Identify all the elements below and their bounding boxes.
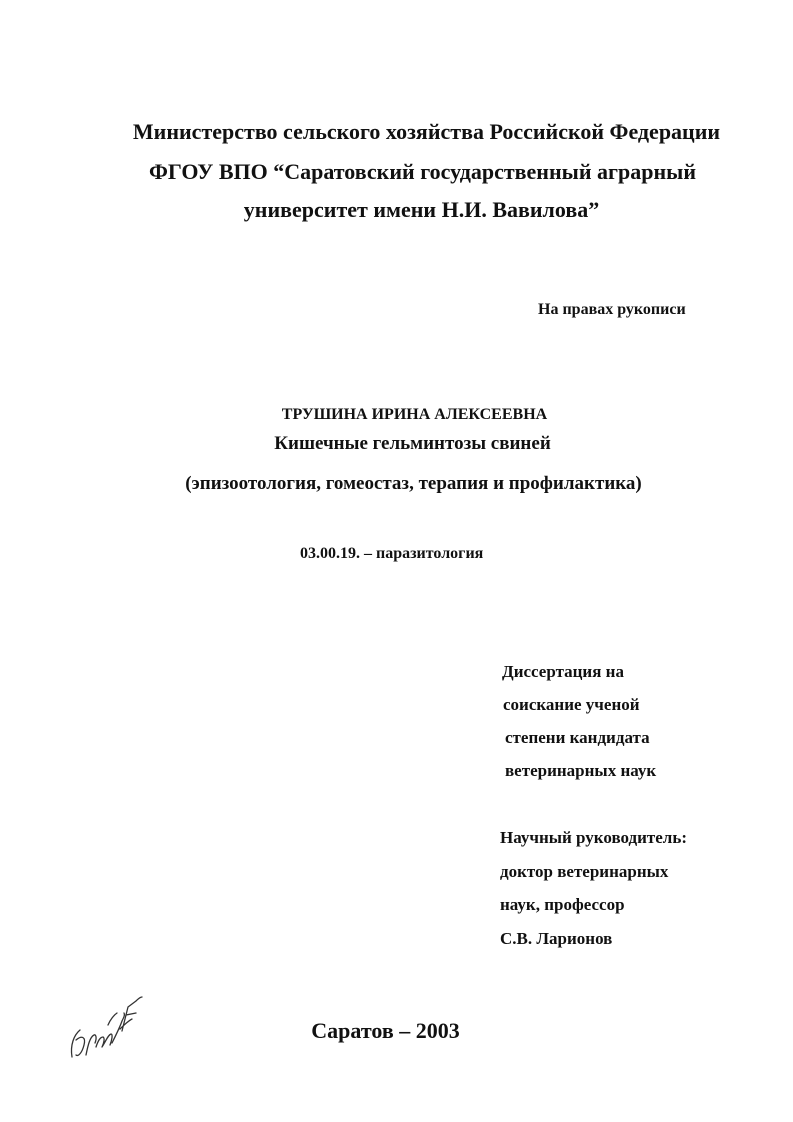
dissertation-info-line: степени кандидата [505,728,650,747]
ministry-heading: Министерство сельского хозяйства Российской Федерации [132,119,721,144]
city-year: Саратов – 2003 [311,1018,460,1043]
dissertation-info-line: соискание ученой [503,695,640,714]
supervisor-line: Научный руководитель: [500,828,687,847]
institution-heading-line2: университет имени Н.И. Вавилова” [243,197,600,222]
dissertation-info-line: Диссертация на [502,662,624,681]
supervisor-line: доктор ветеринарных [500,862,669,881]
manuscript-note: На правах рукописи [538,301,686,318]
dissertation-subtitle: (эпизоотология, гомеостаз, терапия и профилактика) [185,473,642,494]
dissertation-title: Кишечные гельминтозы свиней [274,433,551,454]
supervisor-name: С.В. Ларионов [500,929,613,948]
author-name: ТРУШИНА ИРИНА АЛЕКСЕЕВНА [281,406,548,423]
dissertation-info-line: ветеринарных наук [505,761,657,780]
institution-heading-line1: ФГОУ ВПО “Саратовский государственный аграрный [148,159,697,184]
supervisor-line: наук, профессор [500,895,625,914]
specialty-code: 03.00.19. – паразитология [300,545,484,562]
